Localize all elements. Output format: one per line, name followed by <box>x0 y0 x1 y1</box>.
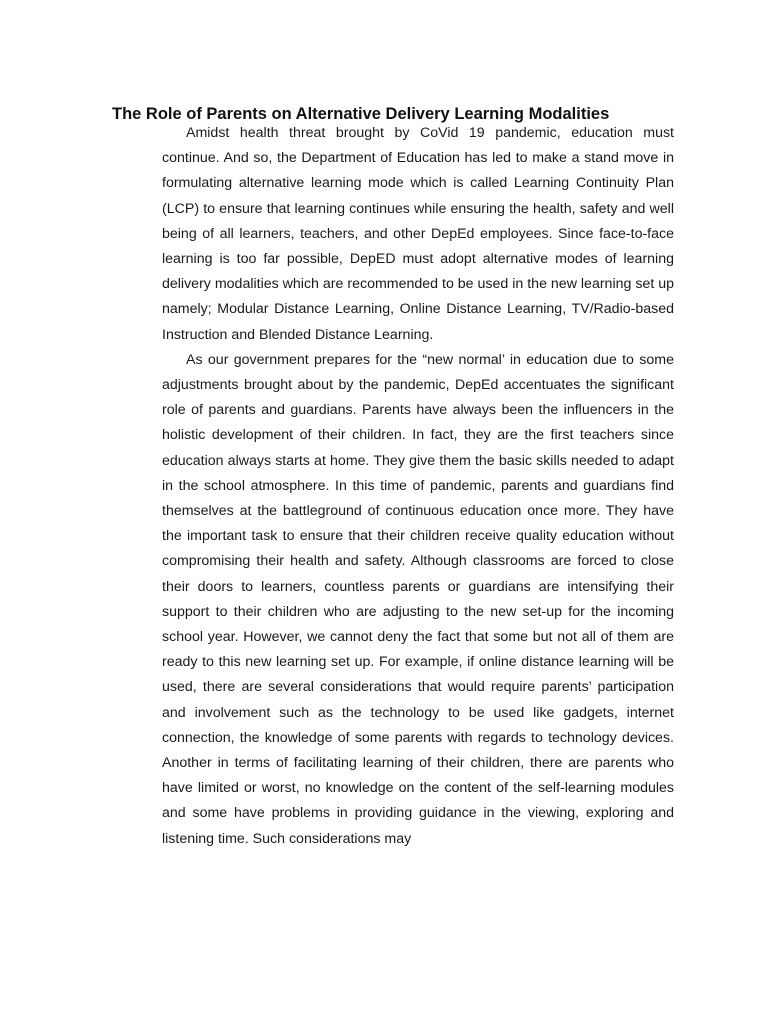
document-body <box>162 121 674 852</box>
body-paragraph-1: Amidst health threat brought by CoVid 19 pandemic, education must continue. And so, the Department of Education has led to make a stand move in formulating alternative learning mode which is called Learning Continuity Plan (LCP) to ensure that learning continues while ensuring the health, safety and well being of all learners, teachers, and other DepEd employees. Since face-to-face learning is too far possible, DepED must adopt alternative modes of learning delivery modalities which are recommended to be used in the new learning set up namely; Modular Distance Learning, Online Distance Learning, TV/Radio-based Instruction and Blended Distance Learning. <box>162 125 674 343</box>
document-title: The Role of Parents on Alternative Delivery Learning Modalities <box>112 105 610 123</box>
body-paragraph-2: As our government prepares for the “new normal’ in education due to some adjustments brought about by the pandemic, DepEd accentuates the significant role of parents and guardians. Parents have always been the influencers in the holistic development of their children. In fact, they are the first teachers since education always starts at home. They give them the basic skills needed to adapt in the school atmosphere. In this time of pandemic, parents and guardians find themselves at the battleground of continuous education once more. They have the important task to ensure that their children receive quality education without compromising their health and safety. Although classrooms are forced to close their doors to learners, countless parents or guardians are intensifying their support to their children who are adjusting to the new set-up for the incoming school year. However, we cannot deny the fact that some but not all of them are ready to this new learning set up. For example, if online distance learning will be used, there are several considerations that would require parents’ participation and involvement such as the technology to be used like gadgets, internet connection, the knowledge of some parents with regards to technology devices. Another in terms of facilitating learning of their children, there are parents who have limited or worst, no knowledge on the content of the self-learning modules and some have problems in providing guidance in the viewing, exploring and listening time. Such considerations may <box>162 351 674 847</box>
